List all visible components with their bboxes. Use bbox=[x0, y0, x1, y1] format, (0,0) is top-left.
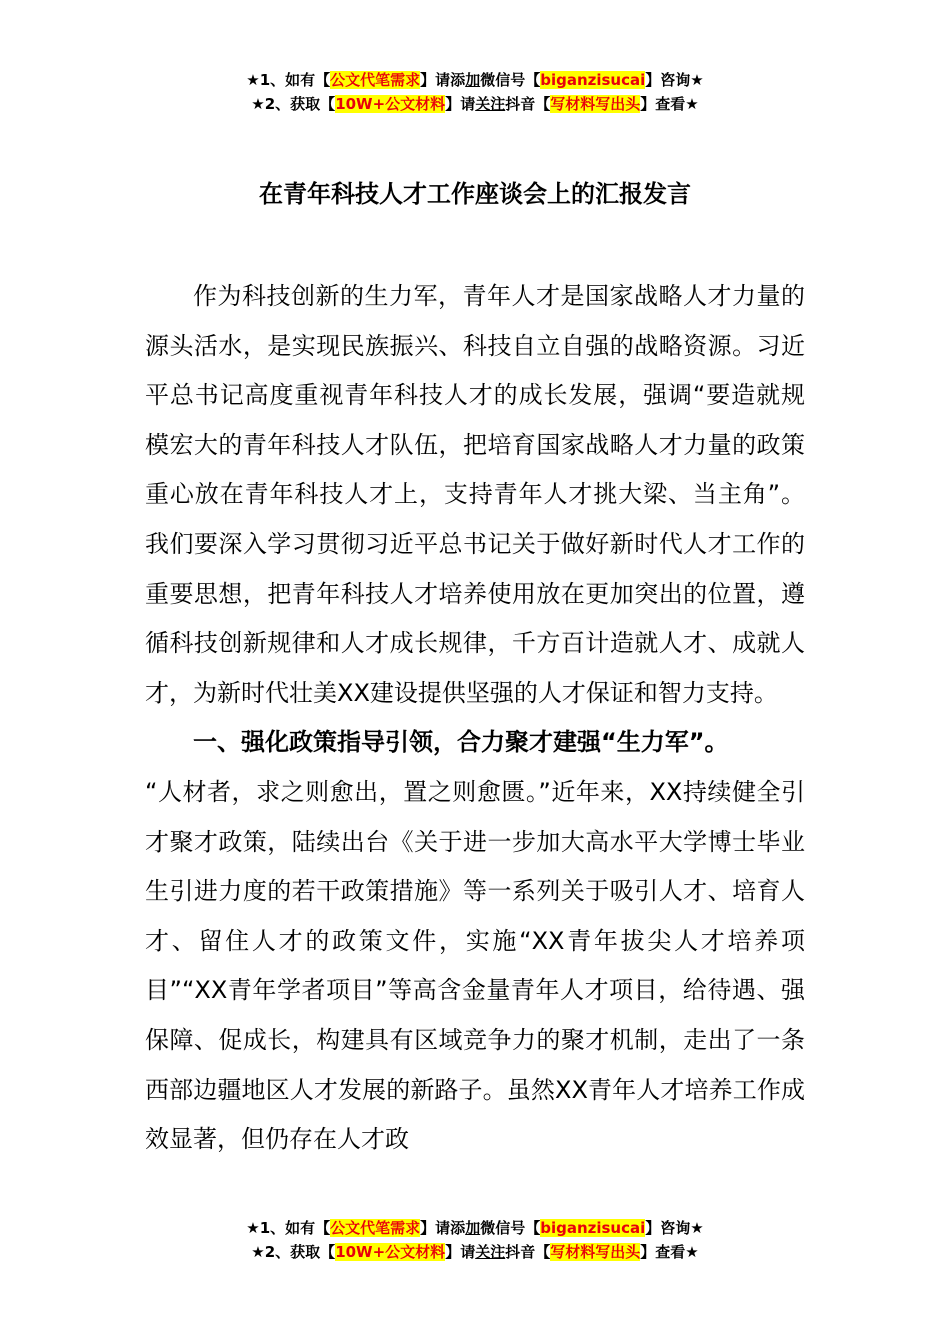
banner-text: 】查看★ bbox=[640, 95, 699, 113]
banner-highlight: 10W+公文材料 bbox=[335, 95, 446, 113]
paragraph: “人材者，求之则愈出，置之则愈匮。”近年来，XX持续健全引才聚才政策，陆续出台《关于进一步加大高水平大学博士毕业生引进力度的若干政策措施》等一系列关于吸引人才、培育人才、留住人才的政策文件，实施“XX青年拔尖人才培养项目”“XX青年学者项目”等高含金量青年人才项目，给待遇、强保障、促成长，构建具有区域竞争力的聚才机制，走出了一条西部边疆地区人才发展的新路子。虽然XX青年人才培养工作成效显著，但仍存在人才政 bbox=[145, 777, 805, 1154]
banner-highlight: 写材料写出头 bbox=[550, 95, 641, 113]
banner-text: 】请 bbox=[445, 95, 476, 113]
banner-text: 】请添 bbox=[420, 71, 466, 89]
banner-line-1 bbox=[0, 68, 950, 92]
banner-text: 】请 bbox=[445, 1243, 476, 1261]
banner-underlined-text: 加 bbox=[465, 1219, 481, 1237]
banner-text: 】请添 bbox=[420, 1219, 466, 1237]
banner-underlined-text: 关注 bbox=[475, 1243, 506, 1261]
banner-text: 抖音【 bbox=[505, 95, 551, 113]
banner-text: ★1、如有【 bbox=[246, 1219, 331, 1237]
banner-text: ★2、获取【 bbox=[251, 1243, 336, 1261]
banner-text: 】咨询★ bbox=[645, 1219, 704, 1237]
section-heading: 一、强化政策指导引领，合力聚才建强“生力军”。 bbox=[193, 728, 729, 757]
banner-line-2 bbox=[0, 92, 950, 116]
header-banner bbox=[0, 68, 950, 116]
banner-text: 】查看★ bbox=[640, 1243, 699, 1261]
banner-highlight: 10W+公文材料 bbox=[335, 1243, 446, 1261]
banner-line-2 bbox=[0, 1240, 950, 1264]
banner-highlight: biganzisucai bbox=[540, 71, 646, 89]
banner-text: ★1、如有【 bbox=[246, 71, 331, 89]
banner-underlined-text: 加 bbox=[465, 71, 481, 89]
banner-highlight: biganzisucai bbox=[540, 1219, 646, 1237]
document-body bbox=[145, 272, 805, 1165]
document-title: 在青年科技人才工作座谈会上的汇报发言 bbox=[259, 180, 691, 208]
banner-text: ★2、获取【 bbox=[251, 95, 336, 113]
paragraph: 作为科技创新的生力军，青年人才是国家战略人才力量的源头活水，是实现民族振兴、科技自立自强的战略资源。习近平总书记高度重视青年科技人才的成长发展，强调“要造就规模宏大的青年科技人才队伍，把培育国家战略人才力量的政策重心放在青年科技人才上，支持青年人才挑大梁、当主角”。我们要深入学习贯彻习近平总书记关于做好新时代人才工作的重要思想，把青年科技人才培养使用放在更加突出的位置，遵循科技创新规律和人才成长规律，千方百计造就人才、成就人才，为新时代壮美XX建设提供坚强的人才保证和智力支持。 bbox=[145, 282, 805, 707]
banner-text: 微信号【 bbox=[480, 71, 541, 89]
banner-text: 抖音【 bbox=[505, 1243, 551, 1261]
banner-text: 微信号【 bbox=[480, 1219, 541, 1237]
banner-highlight: 写材料写出头 bbox=[550, 1243, 641, 1261]
banner-text: 】咨询★ bbox=[645, 71, 704, 89]
banner-highlight: 公文代笔需求 bbox=[330, 71, 421, 89]
banner-line-1 bbox=[0, 1216, 950, 1240]
banner-highlight: 公文代笔需求 bbox=[330, 1219, 421, 1237]
banner-underlined-text: 关注 bbox=[475, 95, 506, 113]
footer-banner bbox=[0, 1216, 950, 1264]
